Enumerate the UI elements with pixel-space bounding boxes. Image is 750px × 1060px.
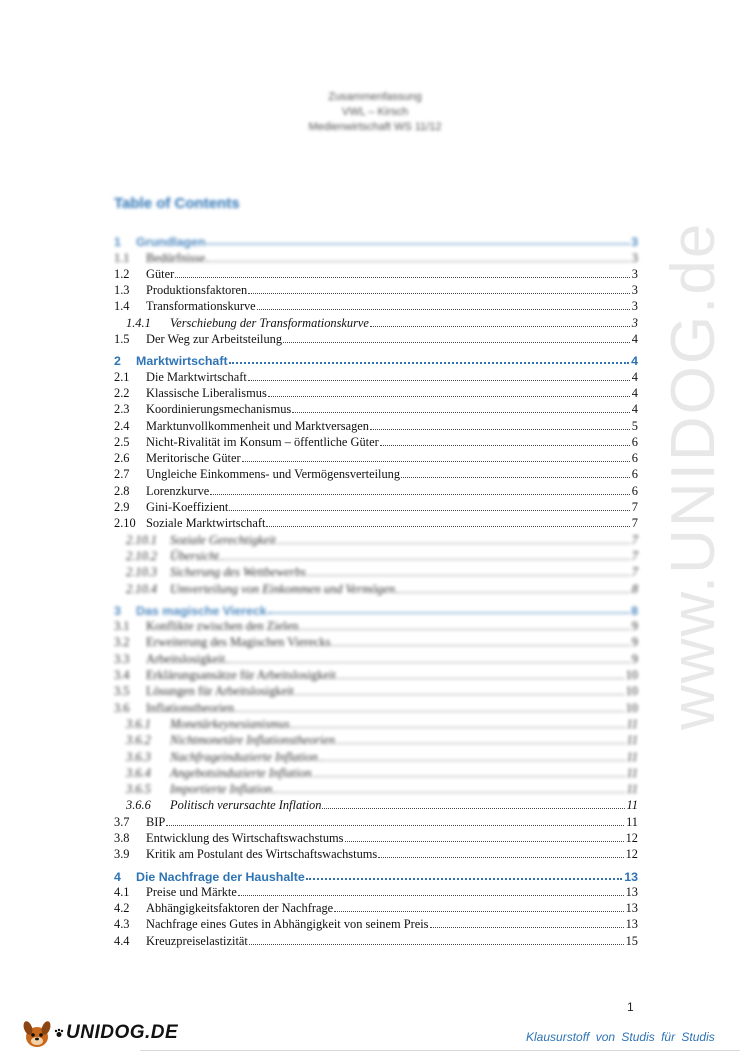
- toc-entry[interactable]: [114, 482, 638, 498]
- toc-leader-dots: [306, 878, 622, 880]
- toc-entry-title: Meritorische Güter: [146, 451, 241, 466]
- toc-entry-title: Gini-Koeffizient: [146, 500, 229, 515]
- toc-leader-dots: [268, 612, 629, 614]
- toc-entry-number: 2.10.1: [126, 532, 157, 547]
- toc-entry-title: Übersicht: [170, 548, 219, 563]
- toc-entry-title: Klassische Liberalismus: [146, 385, 267, 400]
- toc-leader-dots: [307, 575, 630, 576]
- toc-entry[interactable]: [114, 417, 638, 433]
- toc-leader-dots: [238, 895, 624, 896]
- toc-leader-dots: [273, 792, 624, 793]
- toc-entry-title: Nichtmonetäre Inflationstheorien: [170, 733, 336, 748]
- toc-entry[interactable]: [114, 266, 638, 282]
- toc-entry-title: Politisch verursachte Inflation: [170, 798, 322, 813]
- toc-entry-page: 11: [626, 782, 638, 797]
- toc-entry[interactable]: [114, 580, 638, 596]
- toc-entry-title: Sicherung des Wettbewerbs: [170, 565, 306, 580]
- toc-leader-dots: [257, 309, 630, 310]
- toc-entry-number: 2.6: [114, 451, 130, 466]
- toc-entry-page: 11: [626, 814, 638, 829]
- toc-entry-number: 3.6.4: [126, 765, 151, 780]
- toc-entry-number: 2.3: [114, 402, 130, 417]
- toc-leader-dots: [331, 645, 629, 646]
- toc-entry[interactable]: [114, 368, 638, 384]
- toc-entry-number: 4.4: [114, 933, 130, 948]
- toc-title: Table of Contents: [114, 195, 240, 212]
- toc-entry-title: Preise und Märkte: [146, 884, 237, 899]
- header-line-2: VWL – Kirsch: [341, 106, 409, 118]
- toc-entry[interactable]: [114, 466, 638, 482]
- toc-entry-number: 1.4.1: [126, 315, 151, 330]
- toc-leader-dots: [396, 592, 630, 593]
- toc-entry-page: 3: [631, 283, 638, 298]
- toc-entry-page: 10: [625, 684, 638, 699]
- toc-entry-page: 6: [631, 434, 638, 449]
- toc-entry-title: Nachfrageinduzierte Inflation: [170, 749, 318, 764]
- unidog-logo: [20, 1015, 178, 1051]
- toc-entry[interactable]: [114, 830, 638, 846]
- toc-entry-page: 4: [631, 369, 638, 384]
- toc-leader-dots: [242, 461, 630, 462]
- toc-leader-dots: [401, 477, 630, 478]
- toc-entry-page: 7: [631, 516, 638, 531]
- toc-entry-title: Umverteilung von Einkommen und Vermögen: [170, 581, 396, 596]
- toc-entry[interactable]: [114, 634, 638, 650]
- toc-leader-dots: [235, 711, 624, 712]
- toc-entry-page: 13: [625, 884, 638, 899]
- toc-entry[interactable]: [114, 298, 638, 314]
- toc-leader-dots: [283, 342, 630, 343]
- toc-entry-page: 13: [624, 869, 638, 884]
- toc-entry-number: 3.3: [114, 651, 130, 666]
- toc-leader-dots: [295, 694, 624, 695]
- toc-entry-number: 3: [114, 603, 121, 618]
- toc-entry-title: Marktunvollkommenheit und Marktversagen: [146, 418, 369, 433]
- toc-entry-title: Ungleiche Einkommens- und Vermögensverteilung: [146, 467, 401, 482]
- toc-entry-title: Angebotsinduzierte Inflation: [170, 765, 312, 780]
- toc-entry-page: 8: [631, 581, 638, 596]
- toc-leader-dots: [229, 362, 630, 364]
- toc-leader-dots: [370, 326, 630, 327]
- toc-entry-number: 3.6.3: [126, 749, 151, 764]
- toc-entry[interactable]: [114, 314, 638, 330]
- toc-leader-dots: [277, 543, 630, 544]
- toc-entry[interactable]: [114, 797, 638, 813]
- toc-entry-page: 3: [631, 266, 638, 281]
- toc-entry-page: 11: [626, 749, 638, 764]
- table-of-contents: [114, 228, 638, 949]
- toc-entry-page: 3: [631, 235, 638, 250]
- toc-entry-number: 2.10: [114, 516, 136, 531]
- toc-entry[interactable]: [114, 765, 638, 781]
- toc-entry[interactable]: [114, 900, 638, 916]
- toc-entry-title: Monetärkeynesianismus: [170, 716, 290, 731]
- toc-entry[interactable]: [114, 618, 638, 634]
- toc-entry[interactable]: [114, 282, 638, 298]
- toc-entry-number: 3.1: [114, 619, 130, 634]
- toc-entry-number: 3.4: [114, 668, 130, 683]
- toc-entry-number: 4.2: [114, 901, 130, 916]
- toc-entry-number: 4.3: [114, 917, 130, 932]
- toc-leader-dots: [334, 911, 623, 912]
- toc-entry-number: 1.1: [114, 250, 130, 265]
- toc-entry-page: 9: [631, 619, 638, 634]
- toc-entry-title: Kreuzpreiselastizität: [146, 933, 248, 948]
- toc-entry[interactable]: [114, 331, 638, 347]
- toc-entry-page: 8: [631, 603, 638, 618]
- toc-entry-page: 12: [625, 830, 638, 845]
- toc-entry[interactable]: [114, 716, 638, 732]
- toc-entry-title: Abhängigkeitsfaktoren der Nachfrage: [146, 901, 334, 916]
- toc-entry-title: Inflationstheorien: [146, 700, 235, 715]
- toc-entry-number: 2.1: [114, 369, 130, 384]
- toc-entry-page: 6: [631, 451, 638, 466]
- toc-entry[interactable]: [114, 846, 638, 862]
- toc-entry-number: 3.6: [114, 700, 130, 715]
- toc-entry-page: 7: [631, 548, 638, 563]
- toc-leader-dots: [291, 727, 625, 728]
- toc-entry-title: Soziale Gerechtigkeit: [170, 532, 276, 547]
- toc-entry[interactable]: [114, 385, 638, 401]
- toc-leader-dots: [226, 662, 630, 663]
- toc-entry-page: 9: [631, 651, 638, 666]
- toc-entry-title: Koordinierungsmechanismus: [146, 402, 292, 417]
- toc-entry-page: 4: [631, 332, 638, 347]
- toc-entry-title: BIP: [146, 814, 166, 829]
- toc-entry-title: Erweiterung des Magischen Vierecks: [146, 635, 331, 650]
- footer-divider: [140, 1050, 740, 1051]
- toc-entry-number: 3.6.5: [126, 782, 151, 797]
- toc-entry-title: Entwicklung des Wirtschaftswachstums: [146, 830, 344, 845]
- toc-entry-title: Bedürfnisse: [146, 250, 206, 265]
- toc-entry-number: 2.7: [114, 467, 130, 482]
- toc-entry-title: Der Weg zur Arbeitsteilung: [146, 332, 283, 347]
- toc-entry-number: 2.10.3: [126, 565, 157, 580]
- toc-leader-dots: [268, 396, 630, 397]
- toc-entry-number: 1.4: [114, 299, 130, 314]
- logo-text: UNIDOG.DE: [66, 1022, 179, 1043]
- toc-entry-page: 3: [631, 315, 638, 330]
- toc-entry-title: Grundlagen: [136, 235, 206, 250]
- header-line-1: Zusammenfassung: [328, 91, 422, 103]
- toc-entry[interactable]: [114, 249, 638, 265]
- toc-entry-page: 11: [626, 733, 638, 748]
- toc-leader-dots: [312, 776, 624, 777]
- toc-leader-dots: [248, 380, 630, 381]
- toc-entry-page: 4: [631, 354, 638, 369]
- toc-leader-dots: [206, 261, 630, 262]
- toc-entry-number: 2.10.4: [126, 581, 157, 596]
- toc-entry[interactable]: [114, 748, 638, 764]
- toc-entry-title: Das magische Viereck: [136, 603, 267, 618]
- toc-entry[interactable]: [114, 233, 638, 249]
- toc-leader-dots: [336, 743, 624, 744]
- toc-entry-title: Die Nachfrage der Haushalte: [136, 869, 305, 884]
- toc-entry-title: Lorenzkurve: [146, 483, 210, 498]
- toc-entry-number: 2: [114, 354, 121, 369]
- toc-leader-dots: [322, 808, 624, 809]
- toc-entry-number: 2.10.2: [126, 548, 157, 563]
- toc-entry-page: 3: [631, 250, 638, 265]
- toc-leader-dots: [249, 944, 624, 945]
- toc-entry[interactable]: [114, 531, 638, 547]
- toc-leader-dots: [166, 825, 624, 826]
- toc-entry-page: 5: [631, 418, 638, 433]
- watermark: www.UNIDOG.de: [659, 221, 728, 730]
- toc-entry-page: 10: [625, 668, 638, 683]
- toc-entry-number: 1: [114, 235, 121, 250]
- toc-entry-page: 4: [631, 385, 638, 400]
- toc-entry-number: 2.5: [114, 434, 130, 449]
- toc-leader-dots: [220, 559, 630, 560]
- toc-entry-page: 13: [625, 901, 638, 916]
- toc-entry[interactable]: [114, 699, 638, 715]
- toc-leader-dots: [292, 412, 630, 413]
- toc-entry[interactable]: [114, 932, 638, 948]
- tagline: Klausurstoff von Studis für Studis: [526, 1030, 715, 1044]
- toc-entry-number: 1.5: [114, 332, 130, 347]
- toc-entry[interactable]: [114, 564, 638, 580]
- toc-leader-dots: [175, 277, 630, 278]
- toc-entry-page: 11: [626, 716, 638, 731]
- paw-icon: [54, 1028, 64, 1038]
- toc-leader-dots: [229, 510, 629, 511]
- toc-entry-number: 2.4: [114, 418, 130, 433]
- toc-entry[interactable]: [114, 683, 638, 699]
- toc-entry-title: Arbeitslosigkeit: [146, 651, 226, 666]
- toc-leader-dots: [337, 678, 624, 679]
- toc-entry-title: Soziale Marktwirtschaft: [146, 516, 266, 531]
- toc-entry[interactable]: [114, 499, 638, 515]
- toc-entry-title: Erklärungsansätze für Arbeitslosigkeit: [146, 668, 336, 683]
- toc-entry-page: 11: [626, 798, 638, 813]
- toc-entry[interactable]: [114, 813, 638, 829]
- toc-entry-number: 3.8: [114, 830, 130, 845]
- toc-entry-page: 9: [631, 635, 638, 650]
- toc-entry[interactable]: [114, 434, 638, 450]
- toc-entry[interactable]: [114, 602, 638, 618]
- toc-entry[interactable]: [114, 781, 638, 797]
- toc-entry-page: 3: [631, 299, 638, 314]
- toc-entry-page: 6: [631, 467, 638, 482]
- toc-entry-page: 15: [625, 933, 638, 948]
- toc-entry[interactable]: [114, 867, 638, 883]
- toc-leader-dots: [370, 429, 630, 430]
- toc-entry-page: 10: [625, 700, 638, 715]
- toc-leader-dots: [319, 760, 625, 761]
- toc-entry[interactable]: [114, 916, 638, 932]
- page-number: 1: [627, 1000, 634, 1014]
- toc-entry-number: 3.6.1: [126, 716, 151, 731]
- toc-leader-dots: [345, 841, 624, 842]
- toc-entry[interactable]: [114, 548, 638, 564]
- toc-leader-dots: [266, 526, 629, 527]
- toc-entry-title: Verschiebung der Transformationskurve: [170, 315, 369, 330]
- toc-entry-title: Konflikte zwischen den Zielen: [146, 619, 299, 634]
- toc-entry[interactable]: [114, 352, 638, 368]
- toc-entry[interactable]: [114, 667, 638, 683]
- toc-entry-title: Kritik am Postulant des Wirtschaftswachstums: [146, 847, 378, 862]
- toc-entry-number: 4.1: [114, 884, 130, 899]
- toc-entry-page: 13: [625, 917, 638, 932]
- document-header: [0, 90, 750, 135]
- toc-entry-title: Die Marktwirtschaft: [146, 369, 247, 384]
- toc-leader-dots: [207, 243, 630, 245]
- toc-entry[interactable]: [114, 884, 638, 900]
- toc-leader-dots: [210, 494, 630, 495]
- toc-entry-number: 4: [114, 869, 121, 884]
- toc-leader-dots: [380, 445, 630, 446]
- toc-entry-number: 1.3: [114, 283, 130, 298]
- toc-entry[interactable]: [114, 732, 638, 748]
- toc-entry-number: 2.9: [114, 500, 130, 515]
- toc-entry[interactable]: [114, 515, 638, 531]
- header-line-3: Medienwirtschaft WS 11/12: [308, 121, 442, 133]
- toc-entry-title: Marktwirtschaft: [136, 354, 228, 369]
- toc-entry-page: 7: [631, 565, 638, 580]
- toc-leader-dots: [299, 629, 629, 630]
- toc-entry[interactable]: [114, 401, 638, 417]
- toc-entry-number: 3.5: [114, 684, 130, 699]
- toc-entry-page: 6: [631, 483, 638, 498]
- toc-entry-title: Lösungen für Arbeitslosigkeit: [146, 684, 294, 699]
- toc-entry-page: 11: [626, 765, 638, 780]
- toc-entry-number: 3.7: [114, 814, 130, 829]
- toc-entry-title: Nachfrage eines Gutes in Abhängigkeit von seinem Preis: [146, 917, 429, 932]
- toc-entry-title: Güter: [146, 266, 175, 281]
- toc-leader-dots: [430, 927, 624, 928]
- toc-entry-number: 1.2: [114, 266, 130, 281]
- dog-mascot-icon: [20, 1016, 54, 1050]
- toc-entry[interactable]: [114, 650, 638, 666]
- toc-entry-page: 7: [631, 500, 638, 515]
- toc-entry[interactable]: [114, 450, 638, 466]
- toc-entry-title: Nicht-Rivalität im Konsum – öffentliche Güter: [146, 434, 379, 449]
- toc-entry-number: 2.2: [114, 385, 130, 400]
- toc-entry-page: 12: [625, 847, 638, 862]
- toc-entry-page: 4: [631, 402, 638, 417]
- toc-entry-number: 3.2: [114, 635, 130, 650]
- toc-leader-dots: [378, 857, 623, 858]
- toc-entry-number: 3.9: [114, 847, 130, 862]
- toc-entry-title: Importierte Inflation: [170, 782, 273, 797]
- toc-entry-number: 3.6.6: [126, 798, 151, 813]
- toc-entry-number: 2.8: [114, 483, 130, 498]
- toc-leader-dots: [248, 293, 630, 294]
- toc-entry-title: Transformationskurve: [146, 299, 256, 314]
- toc-entry-title: Produktionsfaktoren: [146, 283, 248, 298]
- toc-entry-number: 3.6.2: [126, 733, 151, 748]
- toc-entry-page: 7: [631, 532, 638, 547]
